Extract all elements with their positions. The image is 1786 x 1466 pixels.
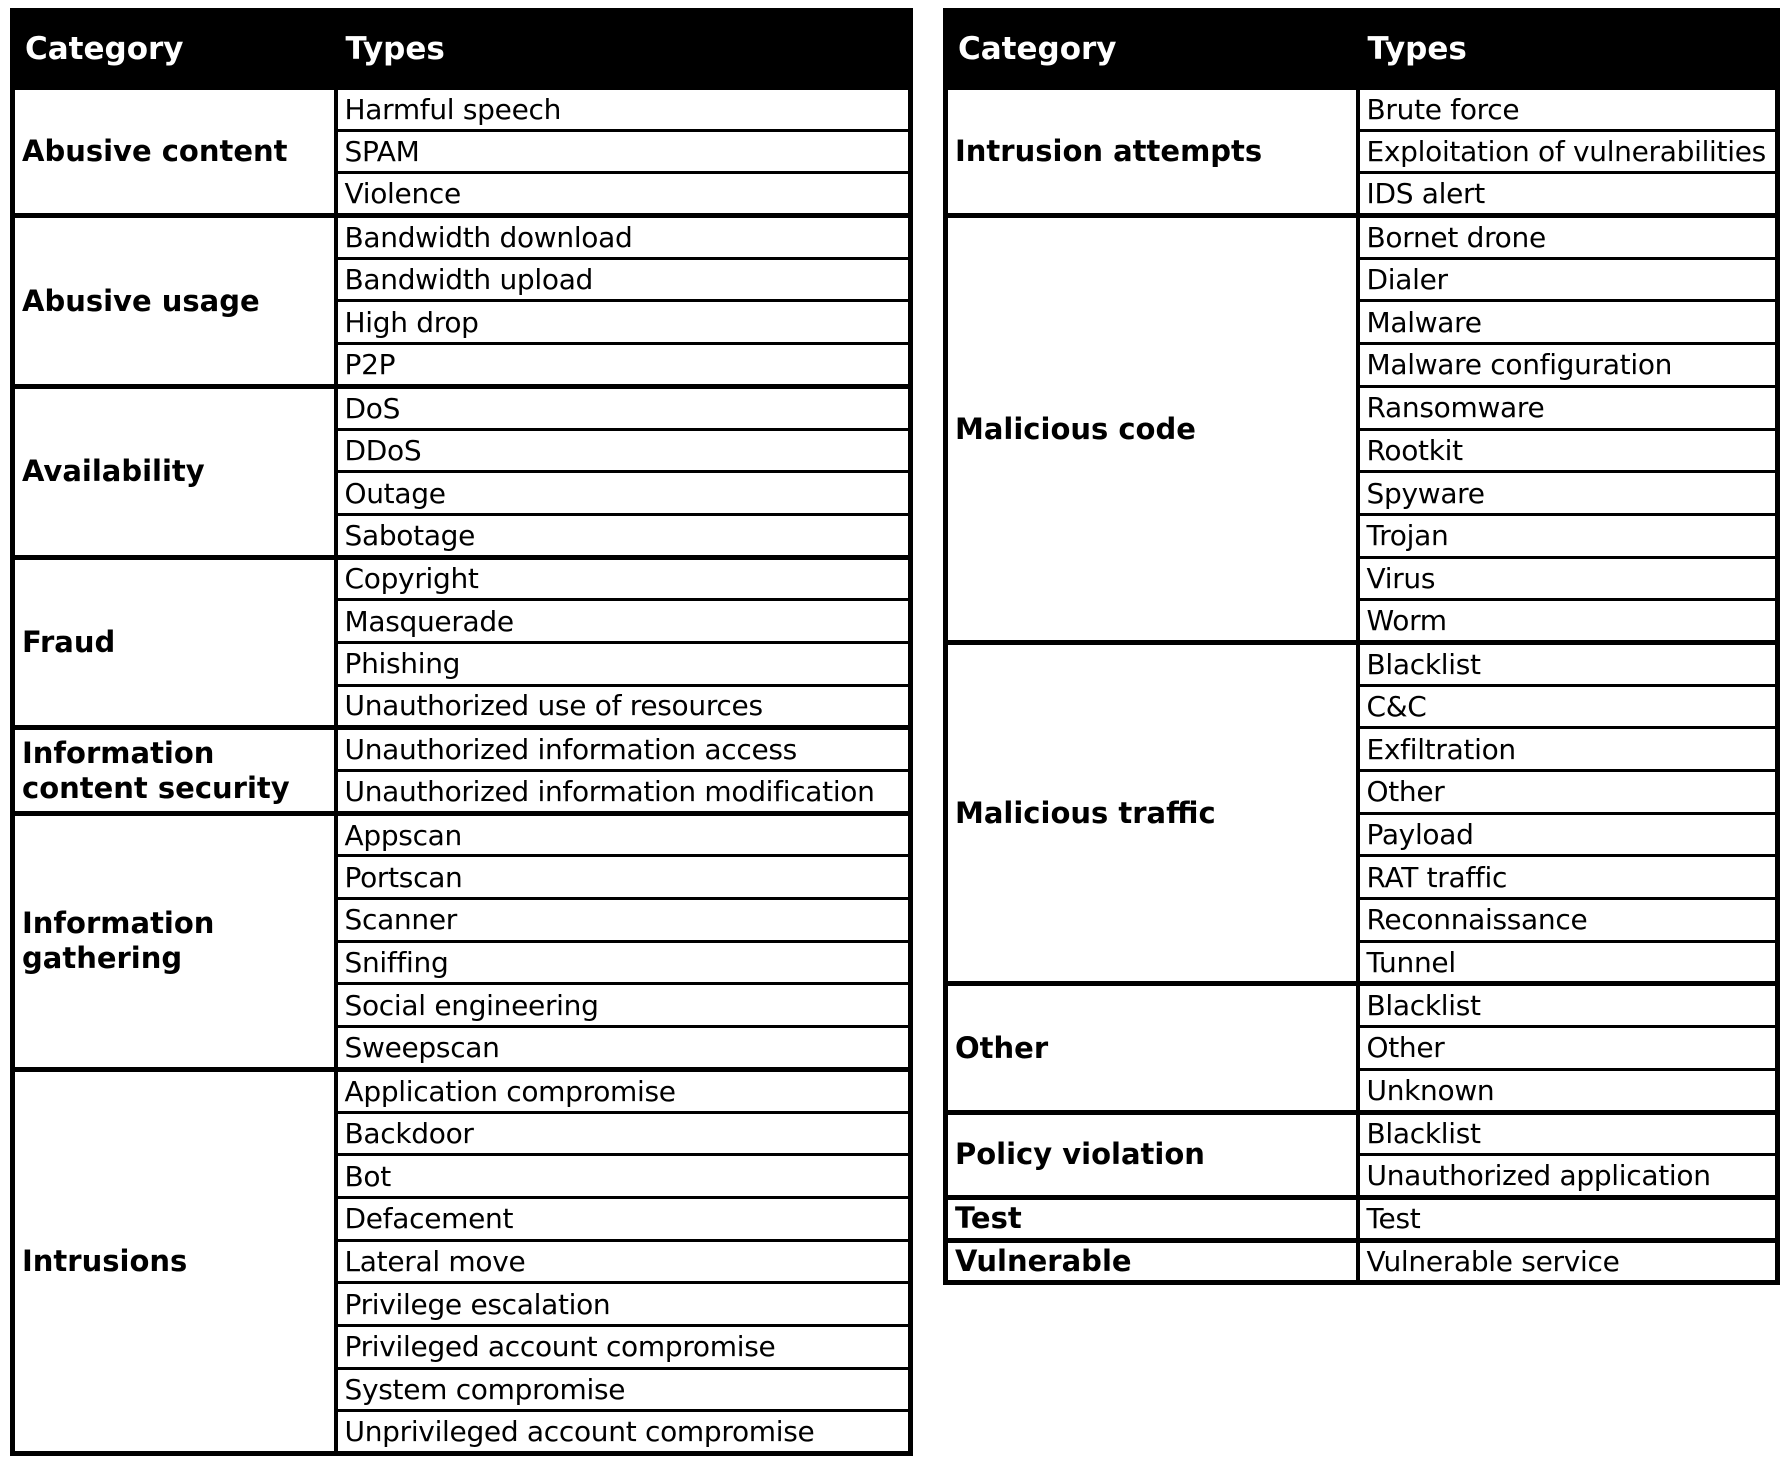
- type-cell: DDoS: [336, 429, 911, 472]
- type-cell: Masquerade: [336, 600, 911, 643]
- type-cell: Backdoor: [336, 1112, 911, 1155]
- type-cell: Unknown: [1358, 1069, 1778, 1112]
- type-cell: Dialer: [1358, 258, 1778, 301]
- type-cell: Blacklist: [1358, 642, 1778, 685]
- column-header-category: Category: [946, 11, 1358, 88]
- type-cell: Application compromise: [336, 1069, 911, 1112]
- type-cell: Sniffing: [336, 941, 911, 984]
- type-cell: Trojan: [1358, 514, 1778, 557]
- type-cell: DoS: [336, 386, 911, 429]
- table-row: [946, 642, 1778, 685]
- type-cell: Ransomware: [1358, 386, 1778, 429]
- type-cell: Bornet drone: [1358, 216, 1778, 259]
- type-cell: Unauthorized use of resources: [336, 685, 911, 728]
- type-cell: Worm: [1358, 600, 1778, 643]
- type-cell: Scanner: [336, 899, 911, 942]
- header-row: [13, 11, 911, 88]
- table-row: [13, 1069, 911, 1112]
- table-row: [946, 88, 1778, 131]
- type-cell: Malware: [1358, 301, 1778, 344]
- column-header-types: Types: [336, 11, 911, 88]
- category-cell: Test: [946, 1197, 1358, 1240]
- table-row: [13, 728, 911, 771]
- table-row: [13, 88, 911, 131]
- type-cell: Other: [1358, 1027, 1778, 1070]
- type-cell: Privilege escalation: [336, 1283, 911, 1326]
- category-cell: Abusive content: [13, 88, 336, 216]
- header-row: [946, 11, 1778, 88]
- type-cell: Other: [1358, 771, 1778, 814]
- type-cell: Harmful speech: [336, 88, 911, 131]
- type-cell: IDS alert: [1358, 173, 1778, 216]
- type-cell: Phishing: [336, 642, 911, 685]
- category-cell: Information gathering: [13, 813, 336, 1069]
- type-cell: RAT traffic: [1358, 856, 1778, 899]
- type-cell: Bandwidth upload: [336, 258, 911, 301]
- type-cell: P2P: [336, 344, 911, 387]
- type-cell: Outage: [336, 472, 911, 515]
- type-cell: Appscan: [336, 813, 911, 856]
- type-cell: Copyright: [336, 557, 911, 600]
- table-row: [946, 1112, 1778, 1155]
- type-cell: Social engineering: [336, 984, 911, 1027]
- category-cell: Abusive usage: [13, 216, 336, 387]
- category-cell: Policy violation: [946, 1112, 1358, 1197]
- type-cell: Sweepscan: [336, 1027, 911, 1070]
- type-cell: High drop: [336, 301, 911, 344]
- type-cell: Exploitation of vulnerabilities: [1358, 130, 1778, 173]
- table-row: [946, 984, 1778, 1027]
- table-row: [946, 1240, 1778, 1283]
- type-cell: Malware configuration: [1358, 344, 1778, 387]
- type-cell: Unprivileged account compromise: [336, 1411, 911, 1454]
- table-row: [946, 216, 1778, 259]
- type-cell: Vulnerable service: [1358, 1240, 1778, 1283]
- category-cell: Intrusion attempts: [946, 88, 1358, 216]
- type-cell: Defacement: [336, 1197, 911, 1240]
- type-cell: Reconnaissance: [1358, 899, 1778, 942]
- category-cell: Other: [946, 984, 1358, 1112]
- type-cell: Payload: [1358, 813, 1778, 856]
- type-cell: Lateral move: [336, 1240, 911, 1283]
- type-cell: Virus: [1358, 557, 1778, 600]
- table-row: [13, 813, 911, 856]
- category-cell: Malicious code: [946, 216, 1358, 643]
- category-cell: Availability: [13, 386, 336, 557]
- type-cell: Blacklist: [1358, 1112, 1778, 1155]
- table-row: [13, 386, 911, 429]
- column-header-types: Types: [1358, 11, 1778, 88]
- category-cell: Information content security: [13, 728, 336, 813]
- type-cell: Blacklist: [1358, 984, 1778, 1027]
- type-cell: Violence: [336, 173, 911, 216]
- table-row: [946, 1197, 1778, 1240]
- category-cell: Malicious traffic: [946, 642, 1358, 984]
- incident-taxonomy-table-left: [10, 8, 913, 1456]
- type-cell: Rootkit: [1358, 429, 1778, 472]
- type-cell: Portscan: [336, 856, 911, 899]
- type-cell: Brute force: [1358, 88, 1778, 131]
- type-cell: Unauthorized information modification: [336, 771, 911, 814]
- type-cell: Sabotage: [336, 514, 911, 557]
- type-cell: System compromise: [336, 1368, 911, 1411]
- type-cell: Test: [1358, 1197, 1778, 1240]
- table-row: [13, 557, 911, 600]
- type-cell: Bandwidth download: [336, 216, 911, 259]
- type-cell: Unauthorized application: [1358, 1155, 1778, 1198]
- category-cell: Vulnerable: [946, 1240, 1358, 1283]
- type-cell: Spyware: [1358, 472, 1778, 515]
- type-cell: Exfiltration: [1358, 728, 1778, 771]
- column-header-category: Category: [13, 11, 336, 88]
- type-cell: Bot: [336, 1155, 911, 1198]
- table-row: [13, 216, 911, 259]
- type-cell: Unauthorized information access: [336, 728, 911, 771]
- category-cell: Fraud: [13, 557, 336, 728]
- type-cell: Tunnel: [1358, 941, 1778, 984]
- incident-taxonomy-table-right: [943, 8, 1780, 1285]
- type-cell: C&C: [1358, 685, 1778, 728]
- type-cell: SPAM: [336, 130, 911, 173]
- category-cell: Intrusions: [13, 1069, 336, 1453]
- type-cell: Privileged account compromise: [336, 1325, 911, 1368]
